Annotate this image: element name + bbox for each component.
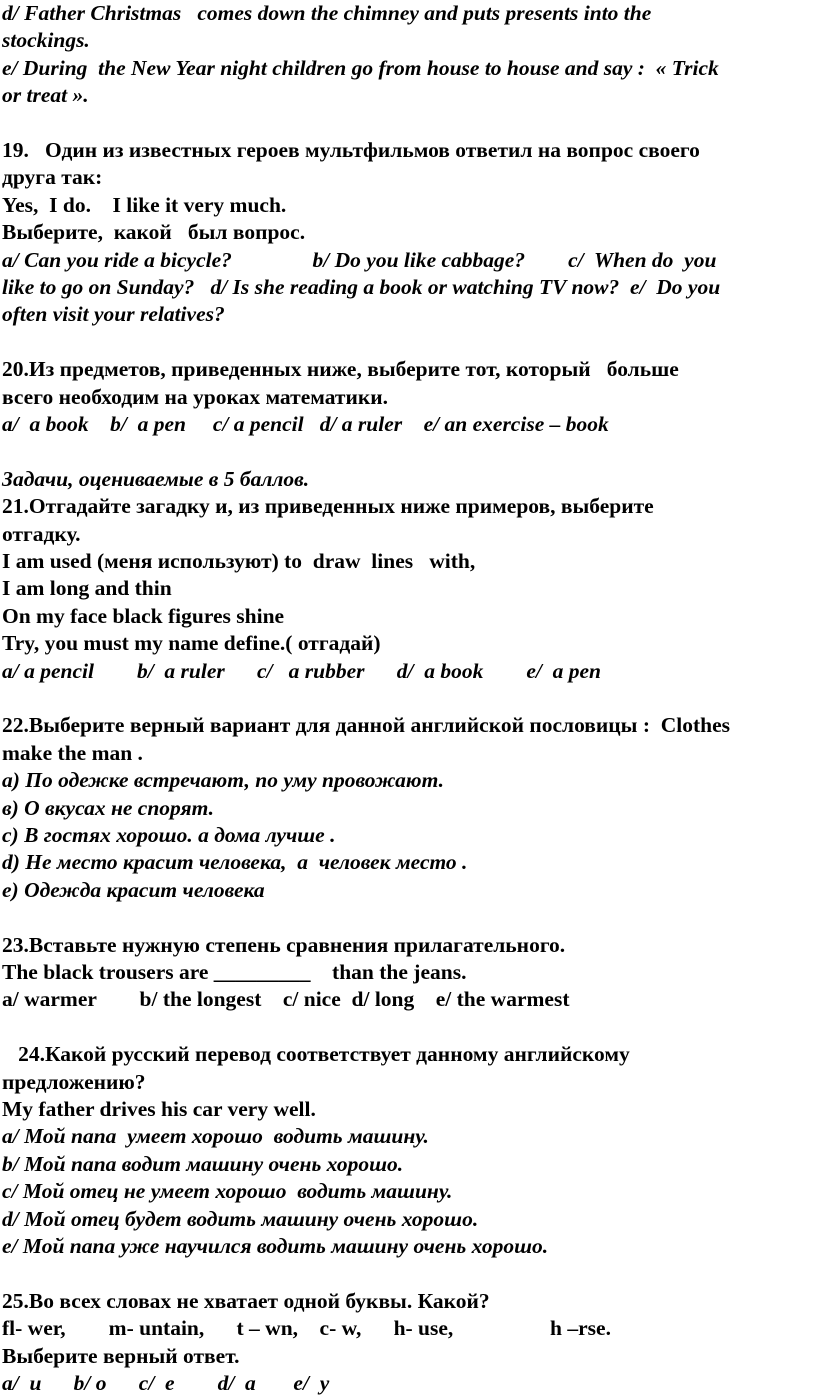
- text-line: всего необходим на уроках математики.: [2, 384, 389, 409]
- text-line: предложению?: [2, 1069, 146, 1094]
- text-line: e/ Мой папа уже научился водить машину очень хорошо.: [2, 1234, 549, 1258]
- text-line: 25.Во всех словах не хватает одной буквы. Какой?: [2, 1288, 490, 1313]
- text-line: Выберите, какой был вопрос.: [2, 220, 306, 245]
- text-line: often visit your relatives?: [2, 302, 225, 327]
- text-line: d) Не место красит человека, а человек место .: [2, 850, 468, 875]
- text-line: a) По одежке встречают, по уму провожают.: [2, 768, 444, 793]
- text-line: 20.Из предметов, приведенных ниже, выберите тот, который больше: [2, 357, 679, 382]
- text-line: Yes, I do. I like it very much.: [2, 192, 287, 217]
- text-line: 19. Один из известных героев мультфильмов ответил на вопрос своего: [2, 138, 700, 162]
- text-line: On my face black figures shine: [2, 603, 285, 628]
- text-line: друга так:: [2, 165, 103, 190]
- text-line: a/ warmer b/ the longest c/ nice d/ long e/ the warmest: [2, 987, 570, 1012]
- text-line: Задачи, оцениваемые в 5 баллов.: [2, 466, 310, 491]
- text-line: b/ Мой папа водит машину очень хорошо.: [2, 1151, 404, 1176]
- text-line: a/ a book b/ a pen c/ a pencil d/ a ruler e/ an exercise – book: [2, 412, 609, 436]
- text-line: or treat ».: [2, 83, 89, 108]
- text-line: e/ During the New Year night children go from house to house and say : « Trick: [2, 55, 719, 80]
- text-line: в) О вкусах не спорят.: [2, 795, 214, 820]
- text-line: c/ Мой отец не умеет хорошо водить машину.: [2, 1179, 453, 1204]
- text-line: like to go on Sunday? d/ Is she reading a book or watching TV now? e/ Do you: [2, 275, 721, 299]
- text-line: d/ Мой отец будет водить машину очень хорошо.: [2, 1206, 479, 1231]
- text-line: Try, you must my name define.( отгадай): [2, 631, 381, 656]
- text-line: отгадку.: [2, 521, 81, 546]
- text-line: My father drives his car very well.: [2, 1097, 316, 1121]
- text-line: The black trousers are _________ than the jeans.: [2, 960, 467, 984]
- text-line: a/ Can you ride a bicycle? b/ Do you like cabbage? c/ When do you: [2, 247, 717, 272]
- text-line: c) В гостях хорошо. а дома лучше .: [2, 823, 336, 847]
- text-line: stockings.: [2, 28, 90, 53]
- text-line: Выберите верный ответ.: [2, 1343, 240, 1368]
- text-line: a/ u b/ o c/ e d/ a e/ y: [2, 1371, 330, 1395]
- text-line: I am used (меня используют) to draw lines with,: [2, 549, 476, 573]
- text-line: 24.Какой русский перевод соответствует данному английскому: [2, 1042, 630, 1067]
- text-line: 23.Вставьте нужную степень сравнения прилагательного.: [2, 932, 566, 957]
- text-line: 21.Отгадайте загадку и, из приведенных ниже примеров, выберите: [2, 494, 654, 519]
- text-line: e) Одежда красит человека: [2, 877, 265, 902]
- text-line: make the man .: [2, 740, 143, 765]
- text-line: a/ Мой папа умеет хорошо водить машину.: [2, 1124, 429, 1149]
- text-line: fl- wer, m- untain, t – wn, c- w, h- use, h –rse.: [2, 1316, 611, 1341]
- text-line: a/ a pencil b/ a ruler c/ a rubber d/ a book e/ a pen: [2, 658, 602, 683]
- text-line: d/ Father Christmas comes down the chimney and puts presents into the: [2, 1, 652, 25]
- text-line: I am long and thin: [2, 576, 172, 601]
- text-line: 22.Выберите верный вариант для данной английской пословицы : Clothes: [2, 713, 731, 738]
